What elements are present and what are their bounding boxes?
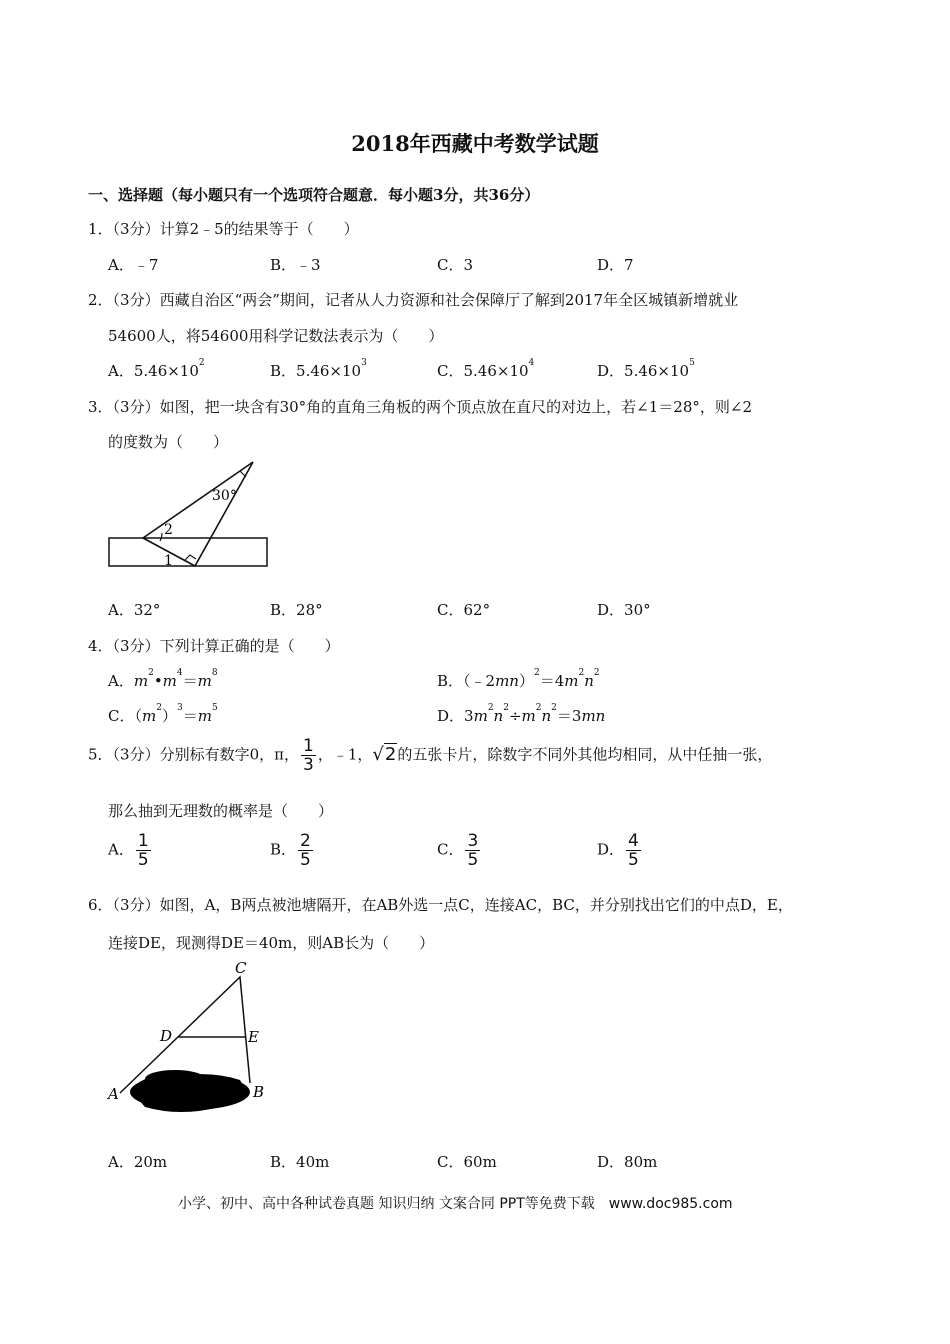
label-angle-1: 1: [164, 553, 173, 569]
question-4: 4．（3分）下列计算正确的是（ ）: [88, 637, 340, 655]
fraction-one-third: $\frac{1}{3}$: [303, 736, 314, 775]
q6-option-a: A．20m: [108, 1153, 168, 1171]
label-angle-2: 2: [164, 522, 173, 538]
q5-option-c: C． $\frac{3}{5}$: [437, 831, 479, 870]
q2-option-b: B．$5.46\times 10^3$: [270, 358, 367, 380]
q2-option-d: D．$5.46\times 10^5$: [597, 358, 695, 380]
q1-option-a: A．﹣7: [108, 256, 159, 274]
label-d: D: [160, 1027, 173, 1045]
q3-option-a: A．32°: [108, 601, 161, 619]
q3-option-d: D．30°: [597, 601, 651, 619]
q2-option-c: C．$5.46\times 10^4$: [437, 358, 535, 380]
question-3-line2: 的度数为（ ）: [108, 433, 229, 451]
q4-option-c: C．$(m^2)^3=m^5$: [108, 703, 218, 725]
q5-option-b: B． $\frac{2}{5}$: [270, 831, 311, 870]
section-heading: 一、选择题（每小题只有一个选项符合题意．每小题3分，共36分）: [88, 186, 540, 204]
label-b: B: [253, 1083, 265, 1101]
q6-option-d: D．80m: [597, 1153, 658, 1171]
question-6-line1: 6．（3分）如图，A，B两点被池塘隔开，在AB外选一点C，连接AC，BC，并分别找出它们的中点D，E，: [88, 896, 793, 914]
footer-text: 小学、初中、高中各种试卷真题 知识归纳 文案合同 PPT等免费下载 www.doc985.com: [178, 1196, 733, 1212]
q6-option-c: C．60m: [437, 1153, 497, 1171]
q5-option-a: A． $\frac{1}{5}$: [108, 831, 149, 870]
question-2-line1: 2．（3分）西藏自治区“两会”期间，记者从人力资源和社会保障厅了解到2017年全区城镇新增就业: [88, 291, 739, 309]
page-title: 2018年西藏中考数学试题: [351, 131, 599, 156]
pond-triangle-figure: [100, 955, 280, 1125]
question-1: 1．（3分）计算2﹣5的结果等于（ ）: [88, 220, 359, 238]
question-2-line2: 54600人，将54600用科学记数法表示为（ ）: [108, 327, 444, 345]
q1-option-c: C．3: [437, 256, 474, 274]
label-30-degrees: 30°: [212, 488, 237, 504]
q3-option-b: B．28°: [270, 601, 323, 619]
sqrt-two: √2: [372, 743, 397, 765]
q4-option-d: D．$3m^2n^2\div m^2n^2=3mn$: [437, 703, 606, 725]
q6-option-b: B．40m: [270, 1153, 330, 1171]
q4-option-b: B．$(﹣2mn)^2=4m^2n^2$: [437, 668, 600, 690]
label-a: A: [108, 1085, 119, 1103]
q3-option-c: C．62°: [437, 601, 491, 619]
q1-option-b: B．﹣3: [270, 256, 321, 274]
q2-option-a: A．$5.46\times 10^2$: [108, 358, 205, 380]
question-3-line1: 3．（3分）如图，把一块含有30°角的直角三角板的两个顶点放在直尺的对边上，若∠1＝28°，则∠2: [88, 398, 752, 416]
question-5-line1: 5．（3分）分别标有数字0，π， $\frac{1}{3}$ ，﹣1，√2的五张卡片，除数字不同外其他均相同，从中任抽一张，: [88, 736, 773, 775]
question-5-line2: 那么抽到无理数的概率是（ ）: [108, 802, 334, 820]
label-e: E: [248, 1028, 259, 1046]
label-c: C: [235, 959, 247, 977]
triangle-ruler-figure: [100, 455, 280, 575]
q4-option-a: A．$m^2•m^4=m^8$: [108, 668, 218, 690]
q1-option-d: D．7: [597, 256, 634, 274]
q5-option-d: D． $\frac{4}{5}$: [597, 831, 639, 870]
question-6-line2: 连接DE，现测得DE＝40m，则AB长为（ ）: [108, 934, 435, 952]
